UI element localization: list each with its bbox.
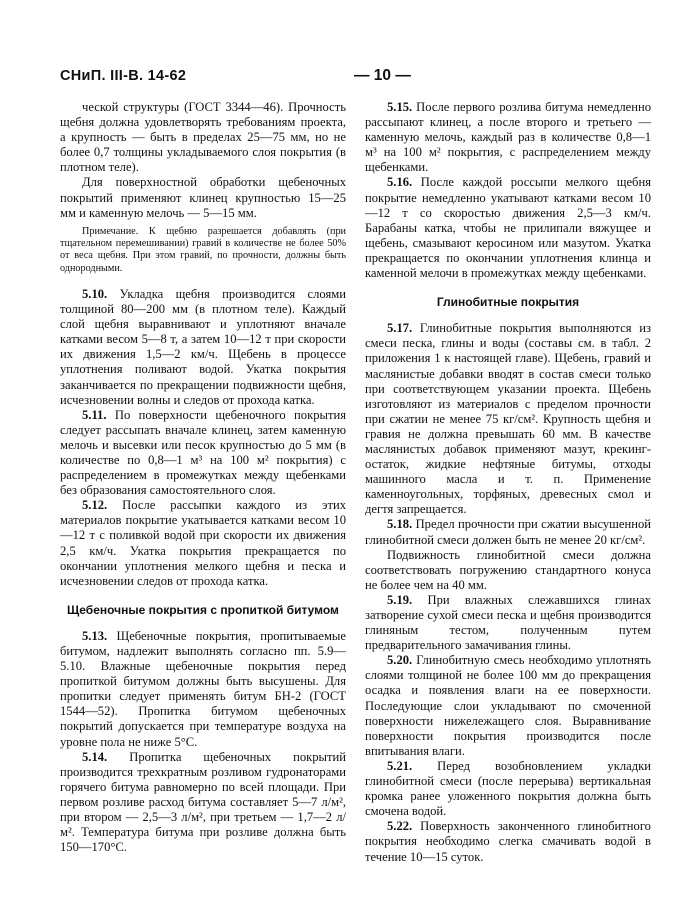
clause-5-16: 5.16. После каждой россыпи мелкого щебня покрытие немедленно укатывают катками весом 10—12 т со скоростью движения 2,5—3 км/ч. Барабаны катка, чтобы не прилипали вяжущее и щебень, смазывают керосином или мазутом. Укатка прекращается по окончании уплотнения клинца и каменной мелочи в промежутках между щебенками. (365, 175, 651, 281)
clause-5-17: 5.17. Глинобитные покрытия выполняются из смеси песка, глины и воды (составы см. в табл. 2 приложения 1 к настоящей главе). Щебень, гравий и маслянистые добавки вводят в состав смеси только при соответствующем указании проекта. Щебень изготовляют из материалов с пределом прочности при сжатии не менее 75 кг/см². Крупность щебня и гравия не должна превышать 60 мм. В качестве маслянистых добавок применяют мазут, крекинг-остаток, жидкие нефтяные битумы, отходы машинного масла и т. п. Применение каменноугольных, торфяных, древесных смол и дегтя запрещается. (365, 321, 651, 517)
right-column (365, 100, 651, 865)
clause-5-20: 5.20. Глинобитную смесь необходимо уплотнять слоями толщиной не более 100 мм до прекращения осадка и появления влаги на ее поверхности. Последующие слои укладывают по смоченной поверхности нижележащего слоя. Выравнивание поверхности покрытия производится после впитывания влаги. (365, 653, 651, 758)
page-number: — 10 — (354, 67, 411, 84)
paragraph: ческой структуры (ГОСТ 3344—46). Прочность щебня должна удовлетворять требованиям проекта, а крупность — быть в пределах 25—75 мм, но не более 0,7 толщины укладываемого слоя покрытия (в плотном теле). (60, 100, 346, 175)
clause-5-10: 5.10. Укладка щебня производится слоями толщиной 80—200 мм (в плотном теле). Каждый слой щебня выравнивают и уплотняют вначале катками весом 5—8 т, а затем 10—12 т при скорости их движения 1,5—2 км/ч. Щебень в процессе уплотнения поливают водой. Укатка покрытия заканчивается по прекращении подвижности щебня, исчезновении волны и следов от прохода катка. (60, 286, 346, 407)
clause-5-22: 5.22. Поверхность законченного глинобитного покрытия необходимо слегка смачивать водой в течение 10—15 суток. (365, 819, 651, 864)
clause-5-18: 5.18. Предел прочности при сжатии высушенной глинобитной смеси должен быть не менее 20 кг/см². (365, 517, 651, 547)
note: Примечание. К щебню разрешается добавлять (при тщательном перемешивании) гравий в количестве не более 50% от веса щебня. При этом гравий, по прочности, должны быть однородными. (60, 225, 346, 274)
clause-5-19: 5.19. При влажных слежавшихся глинах затворение сухой смеси песка и щебня производится глиняным тестом, полученным путем предварительного замачивания глины. (365, 592, 651, 653)
section-heading: Глинобитные покрытия (436, 295, 580, 310)
paragraph: Подвижность глинобитной смеси должна соответствовать погружению стандартного конуса не более чем на 40 мм. (365, 547, 651, 592)
page-header (60, 68, 645, 90)
section-heading: Щебеночные покрытия с пропиткой битумом (67, 602, 339, 617)
clause-5-13: 5.13. Щебеночные покрытия, пропитываемые битумом, надлежит выполнять согласно пп. 5.9—5.10. Влажные щебеночные покрытия перед пропиткой битумом должны быть высушены. Для пропитки следует применять битум БН-2 (ГОСТ 1544—52). Пропитка битумом щебеночных покрытий допускается при температуре воздуха на уровне пола не ниже 5°С. (60, 628, 346, 749)
clause-5-12: 5.12. После рассыпки каждого из этих материалов покрытие укатывается катками весом 10—12 т с поливкой водой при скорости их движения 2,5 км/ч. Укатка покрытия прекращается по окончании уплотнения мелкого щебня и песка и исчезновении следов от прохода катка. (60, 498, 347, 588)
paragraph: Для поверхностной обработки щебеночных покрытий применяют клинец крупностью 15—25 мм и каменную мелочь — 5—15 мм. (60, 175, 346, 220)
document-code: СНиП. III-В. 14-62 (60, 68, 187, 84)
left-column (60, 100, 346, 855)
clause-5-21: 5.21. Перед возобновлением укладки глинобитной смеси (после перерыва) вертикальная кромка ранее уложенного покрытия должна быть смочена водой. (365, 758, 651, 819)
clause-5-15: 5.15. После первого розлива битума немедленно рассыпают клинец, а после второго и третьего — каменную мелочь, каждый раз в количестве 0,8—1 м³ на 100 м² покрытия, с распределением между щебенками. (365, 100, 651, 175)
clause-5-11: 5.11. По поверхности щебеночного покрытия следует рассыпать вначале клинец, затем каменную мелочь и высевки или песок крупностью до 5 мм (в количестве по 0,8—1 м³ на 100 м² покрытия) с распределением в промежутках между щебенками без образования самостоятельного слоя. (60, 407, 346, 498)
clause-5-14: 5.14. Пропитка щебеночных покрытий производится трехкратным розливом гудронаторами горячего битума равномерно по всей площади. При первом розливе расход битума составляет 5—7 л/м², при втором — 2,5—3 л/м², при третьем — 1,7—2 л/м². Температура битума при розливе должна быть 150—170°С. (60, 749, 347, 855)
